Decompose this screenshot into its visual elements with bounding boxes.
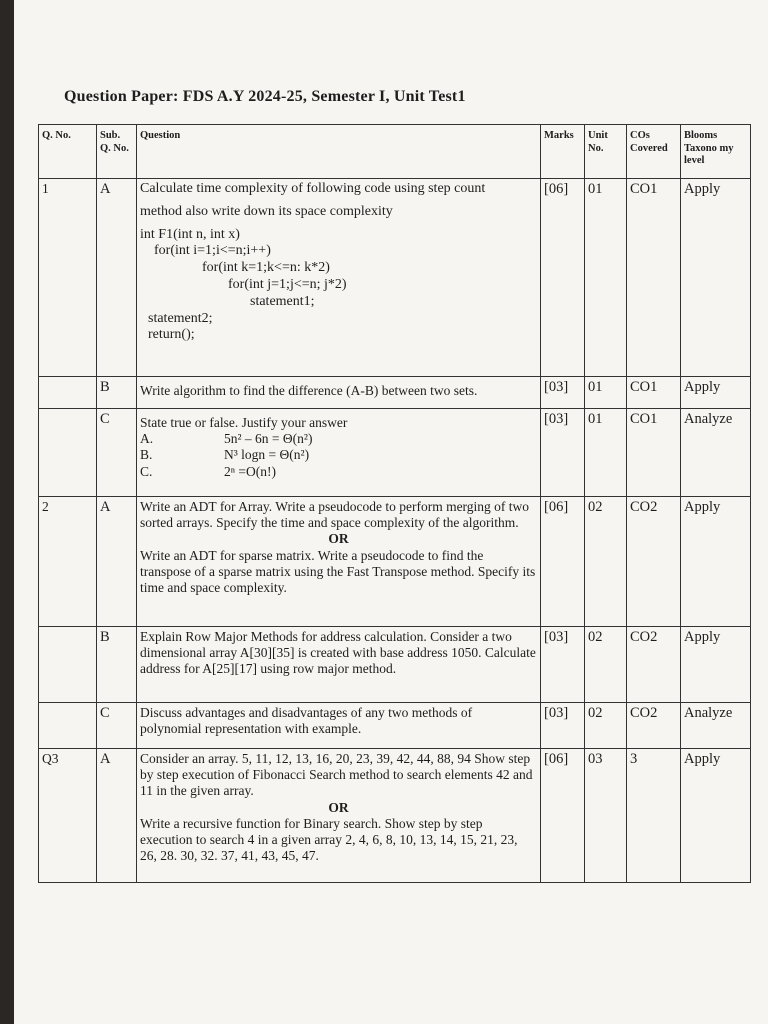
paper-title: Question Paper: FDS A.Y 2024-25, Semester I, Unit Test1 — [64, 88, 466, 105]
cell-sub: C — [97, 703, 137, 749]
cell-question — [137, 179, 541, 377]
cell-co: CO2 — [627, 627, 681, 703]
or-separator: OR — [328, 531, 349, 547]
table-row — [39, 377, 751, 409]
option-b: B. N³ logn = Θ(n²) — [140, 447, 310, 463]
cell-unit: 01 — [585, 179, 627, 377]
option-c: C. 2ⁿ =O(n!) — [140, 463, 276, 479]
cell-qno — [39, 409, 97, 497]
cell-sub: C — [97, 409, 137, 497]
table-row — [39, 497, 751, 627]
cell-question — [137, 377, 541, 409]
code-line: statement1; — [250, 293, 315, 309]
header-question: Question — [137, 125, 541, 179]
table-row — [39, 409, 751, 497]
table-row — [39, 179, 751, 377]
page-edge — [0, 0, 14, 1024]
code-line: for(int k=1;k<=n: k*2) — [202, 260, 330, 276]
question-text: Write a recursive function for Binary search. Show step by step execution to search 4 in a given array 2, 4, 6, 8, 10, 13, 14, 15, 21, 23, 26, 28. 30, 32. 37, 41, 43, 45, 47. — [140, 815, 518, 864]
header-unit: Unit No. — [585, 125, 627, 179]
cell-question: Discuss advantages and disadvantages of any two methods of polynomial representation with example. — [137, 703, 541, 749]
cell-bloom: Apply — [681, 627, 751, 703]
question-text: State true or false. Justify your answer — [140, 415, 348, 430]
cell-qno: 1 — [39, 179, 97, 377]
cell-question: Explain Row Major Methods for address calculation. Consider a two dimensional array A[30][35] is created with base address 1050. Calculate address for A[25][17] using row major method. — [137, 627, 541, 703]
cell-marks: [03] — [541, 627, 585, 703]
header-blooms: Blooms Taxono my level — [681, 125, 751, 179]
cell-bloom: Apply — [681, 179, 751, 377]
question-text: Consider an array. 5, 11, 12, 13, 16, 20, 23, 39, 42, 44, 88, 94 Show step by step execution of Fibonacci Search method to search elements 42 and 11 in the given array. — [140, 751, 533, 799]
question-table — [38, 124, 751, 883]
code-line: return(); — [148, 327, 195, 343]
cell-co: CO2 — [627, 497, 681, 627]
question-text: method also write down its space complexity — [140, 203, 393, 219]
cell-question — [137, 497, 541, 627]
cell-co: CO1 — [627, 377, 681, 409]
cell-question — [137, 409, 541, 497]
code-line: statement2; — [148, 310, 213, 326]
cell-sub: A — [97, 749, 137, 883]
cell-marks: [06] — [541, 497, 585, 627]
cell-unit: 02 — [585, 703, 627, 749]
question-text: Write an ADT for sparse matrix. Write a pseudocode to find the transpose of a sparse matrix using the Fast Transpose method. Specify its time and space complexity. — [140, 547, 536, 595]
cell-bloom: Apply — [681, 749, 751, 883]
cell-unit: 02 — [585, 497, 627, 627]
cell-qno — [39, 627, 97, 703]
table-header-row — [39, 125, 751, 179]
table-row — [39, 703, 751, 749]
code-line: for(int i=1;i<=n;i++) — [154, 243, 271, 259]
cell-bloom: Analyze — [681, 703, 751, 749]
header-cos: COs Covered — [627, 125, 681, 179]
cell-qno: 2 — [39, 497, 97, 627]
cell-marks: [03] — [541, 377, 585, 409]
code-line: int F1(int n, int x) — [140, 226, 240, 242]
option-a: A. 5n² – 6n = Θ(n²) — [140, 431, 313, 447]
table-row — [39, 627, 751, 703]
cell-co: CO1 — [627, 409, 681, 497]
cell-unit: 01 — [585, 409, 627, 497]
or-separator: OR — [328, 799, 349, 815]
question-text: Write an ADT for Array. Write a pseudocode to perform merging of two sorted arrays. Specify the time and space complexity of the algorithm. — [140, 499, 530, 531]
header-marks: Marks — [541, 125, 585, 179]
cell-sub: A — [97, 179, 137, 377]
cell-sub: A — [97, 497, 137, 627]
cell-qno — [39, 377, 97, 409]
cell-bloom: Apply — [681, 377, 751, 409]
cell-unit: 01 — [585, 377, 627, 409]
cell-qno — [39, 703, 97, 749]
cell-sub: B — [97, 377, 137, 409]
cell-co: 3 — [627, 749, 681, 883]
cell-marks: [06] — [541, 749, 585, 883]
cell-marks: [03] — [541, 703, 585, 749]
cell-qno: Q3 — [39, 749, 97, 883]
cell-sub: B — [97, 627, 137, 703]
table-row — [39, 749, 751, 883]
code-line: for(int j=1;j<=n; j*2) — [228, 276, 347, 292]
question-text: Write algorithm to find the difference (A-B) between two sets. — [140, 383, 478, 398]
question-text: Calculate time complexity of following code using step count — [140, 181, 486, 196]
cell-question — [137, 749, 541, 883]
cell-marks: [03] — [541, 409, 585, 497]
header-subno: Sub. Q. No. — [97, 125, 137, 179]
header-qno: Q. No. — [39, 125, 97, 179]
cell-unit: 02 — [585, 627, 627, 703]
cell-unit: 03 — [585, 749, 627, 883]
cell-co: CO1 — [627, 179, 681, 377]
cell-bloom: Apply — [681, 497, 751, 627]
cell-bloom: Analyze — [681, 409, 751, 497]
cell-co: CO2 — [627, 703, 681, 749]
cell-marks: [06] — [541, 179, 585, 377]
